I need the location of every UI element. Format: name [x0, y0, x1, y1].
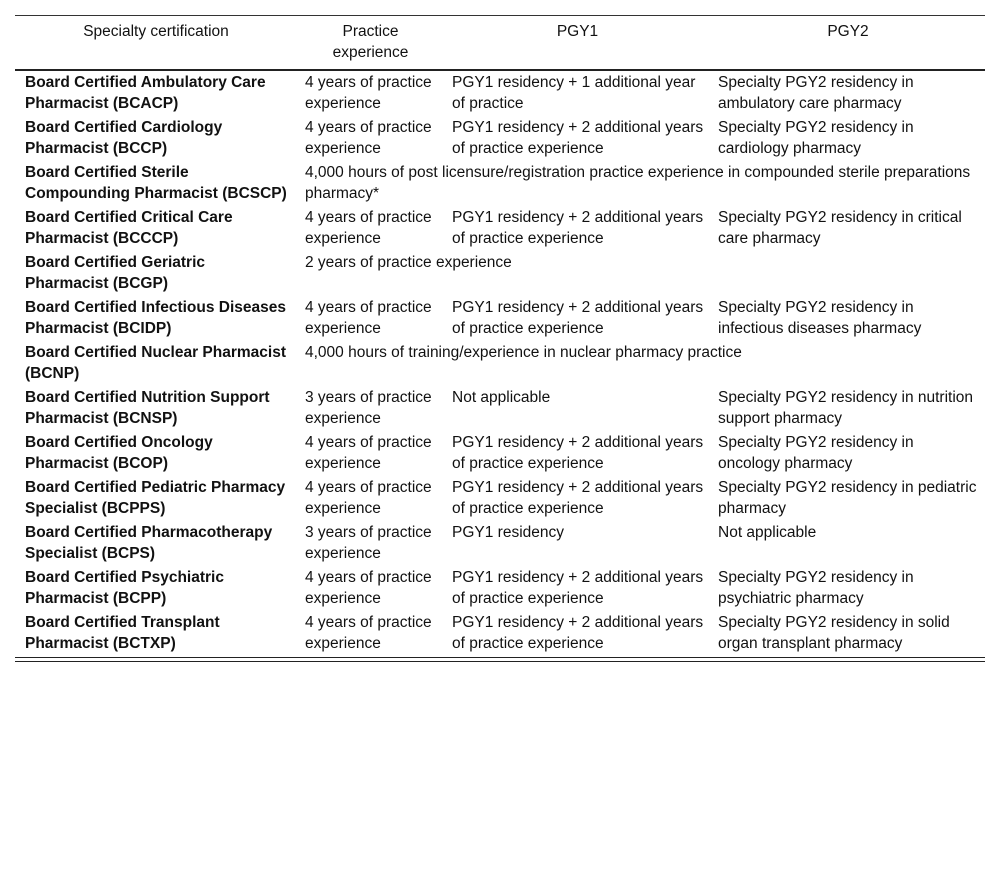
- header-specialty: Specialty certification: [15, 16, 297, 70]
- eligibility-requirement: 4,000 hours of post licensure/registration practice experience in compounded sterile preparations pharmacy*: [305, 164, 971, 202]
- pgy2-cell: Specialty PGY2 residency in psychiatric pharmacy: [718, 569, 914, 607]
- table-header: [15, 16, 985, 70]
- header-pgy2: PGY2: [711, 16, 985, 70]
- table-row: [15, 340, 985, 385]
- pgy2-cell: Specialty PGY2 residency in nutrition support pharmacy: [718, 389, 974, 427]
- header-row: [15, 16, 985, 70]
- pgy2-cell: Specialty PGY2 residency in infectious diseases pharmacy: [718, 299, 922, 337]
- eligibility-requirement: 4,000 hours of training/experience in nuclear pharmacy practice: [305, 344, 742, 361]
- table-row: [15, 520, 985, 565]
- pgy2-cell: Specialty PGY2 residency in pediatric pharmacy: [718, 479, 977, 517]
- certification-name: Board Certified Cardiology Pharmacist (BCCP): [25, 119, 223, 157]
- table-body: [15, 70, 985, 657]
- certification-name: Board Certified Geriatric Pharmacist (BCGP): [25, 254, 206, 292]
- pgy1-cell: Not applicable: [452, 389, 551, 406]
- table-row: [15, 205, 985, 250]
- practice-experience-cell: 3 years of practice experience: [305, 524, 432, 562]
- practice-experience-cell: 4 years of practice experience: [305, 299, 432, 337]
- pgy2-cell: Specialty PGY2 residency in oncology pharmacy: [718, 434, 914, 472]
- practice-experience-cell: 4 years of practice experience: [305, 434, 432, 472]
- pgy2-cell: Specialty PGY2 residency in cardiology pharmacy: [718, 119, 914, 157]
- certification-name: Board Certified Sterile Compounding Pharmacist (BCSCP): [25, 164, 287, 202]
- table-row: [15, 115, 985, 160]
- pgy1-cell: PGY1 residency + 2 additional years of practice experience: [452, 299, 704, 337]
- pgy1-cell: PGY1 residency + 1 additional year of practice: [452, 74, 696, 112]
- table-row: [15, 565, 985, 610]
- practice-experience-cell: 4 years of practice experience: [305, 569, 432, 607]
- pgy1-cell: PGY1 residency + 2 additional years of practice experience: [452, 209, 704, 247]
- header-practice: Practice experience: [297, 16, 444, 70]
- practice-experience-cell: 4 years of practice experience: [305, 74, 432, 112]
- certification-name: Board Certified Ambulatory Care Pharmacist (BCACP): [25, 74, 266, 112]
- table-row: [15, 70, 985, 115]
- pgy1-cell: PGY1 residency: [452, 524, 564, 541]
- eligibility-requirement: 2 years of practice experience: [305, 254, 512, 271]
- practice-experience-cell: 4 years of practice experience: [305, 614, 432, 652]
- table-row: [15, 160, 985, 205]
- practice-experience-cell: 4 years of practice experience: [305, 209, 432, 247]
- pgy2-cell: Not applicable: [718, 524, 817, 541]
- table-row: [15, 475, 985, 520]
- table-row: [15, 430, 985, 475]
- table-bottom-rule: [15, 657, 985, 662]
- table-row: [15, 250, 985, 295]
- practice-experience-cell: 4 years of practice experience: [305, 479, 432, 517]
- pgy1-cell: PGY1 residency + 2 additional years of practice experience: [452, 479, 704, 517]
- certification-name: Board Certified Pediatric Pharmacy Specialist (BCPPS): [25, 479, 286, 517]
- certification-name: Board Certified Nutrition Support Pharmacist (BCNSP): [25, 389, 270, 427]
- table-row: [15, 385, 985, 430]
- pgy2-cell: Specialty PGY2 residency in critical care pharmacy: [718, 209, 962, 247]
- pgy2-cell: Specialty PGY2 residency in ambulatory care pharmacy: [718, 74, 914, 112]
- certification-table: [15, 16, 985, 657]
- certification-name: Board Certified Pharmacotherapy Specialist (BCPS): [25, 524, 273, 562]
- certification-name: Board Certified Psychiatric Pharmacist (BCPP): [25, 569, 224, 607]
- header-pgy1: PGY1: [444, 16, 711, 70]
- practice-experience-cell: 3 years of practice experience: [305, 389, 432, 427]
- certification-name: Board Certified Oncology Pharmacist (BCOP): [25, 434, 213, 472]
- pgy1-cell: PGY1 residency + 2 additional years of practice experience: [452, 434, 704, 472]
- pgy1-cell: PGY1 residency + 2 additional years of practice experience: [452, 569, 704, 607]
- certification-name: Board Certified Infectious Diseases Pharmacist (BCIDP): [25, 299, 286, 337]
- certification-table-container: [15, 15, 985, 662]
- table-row: [15, 295, 985, 340]
- certification-name: Board Certified Critical Care Pharmacist (BCCCP): [25, 209, 233, 247]
- table-row: [15, 610, 985, 657]
- certification-name: Board Certified Transplant Pharmacist (BCTXP): [25, 614, 220, 652]
- certification-name: Board Certified Nuclear Pharmacist (BCNP): [25, 344, 287, 382]
- practice-experience-cell: 4 years of practice experience: [305, 119, 432, 157]
- pgy2-cell: Specialty PGY2 residency in solid organ transplant pharmacy: [718, 614, 950, 652]
- pgy1-cell: PGY1 residency + 2 additional years of practice experience: [452, 119, 704, 157]
- pgy1-cell: PGY1 residency + 2 additional years of practice experience: [452, 614, 704, 652]
